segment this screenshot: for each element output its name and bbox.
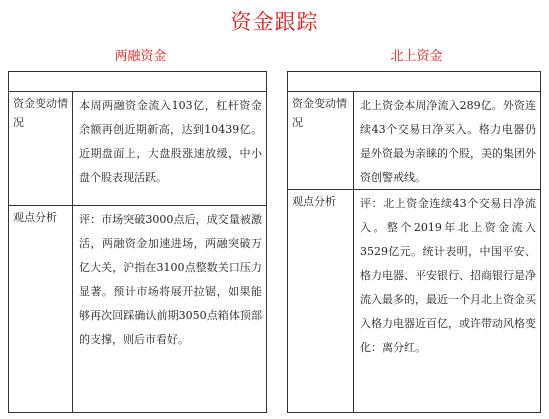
section-title-northbound: 北上资金 <box>390 49 443 64</box>
fund-change-row <box>288 92 540 190</box>
row-content: 评：市场突破3000点后，成交量被激活，两融资金加速进场，两融突破万亿大关，沪指在3100点整数关口压力显著。预计市场将展开拉锯，如果能够再次回踩确认前期3050点箱体顶部的支撑，则后市看好。 <box>79 213 262 346</box>
page-title: 资金跟踪 <box>230 10 319 34</box>
panel-header-band <box>9 72 266 92</box>
row-label: 资金变动情况 <box>288 92 354 189</box>
row-label: 观点分析 <box>288 190 354 413</box>
row-label: 资金变动情况 <box>9 92 73 205</box>
fund-change-row <box>9 92 266 206</box>
panel-header-band <box>288 72 540 92</box>
row-content: 评：北上资金连续43个交易日净流入。整个2019年北上资金流入3529亿元。统计表明，中国平安、格力电器、平安银行、招商银行是净流入最多的，最近一个月北上资金买入格力电器近百亿，或许带动风格变化：离分红。 <box>360 197 536 354</box>
section-title-margin-financing: 两融资金 <box>114 49 167 64</box>
analysis-row <box>288 190 540 413</box>
row-content: 北上资金本周净流入289亿。外资连续43个交易日净买入。格力电器仍是外资最为亲睐的个股，美的集团外资创警戒线。 <box>360 99 536 184</box>
row-label: 观点分析 <box>9 206 73 413</box>
analysis-row <box>9 206 266 413</box>
row-content: 本周两融资金流入103亿，杠杆资金余额再创近期新高，达到10439亿。近期盘面上，大盘股涨速放缓，中小盘个股表现活跃。 <box>79 99 262 184</box>
margin-financing-panel <box>8 71 267 413</box>
northbound-panel <box>287 71 541 413</box>
